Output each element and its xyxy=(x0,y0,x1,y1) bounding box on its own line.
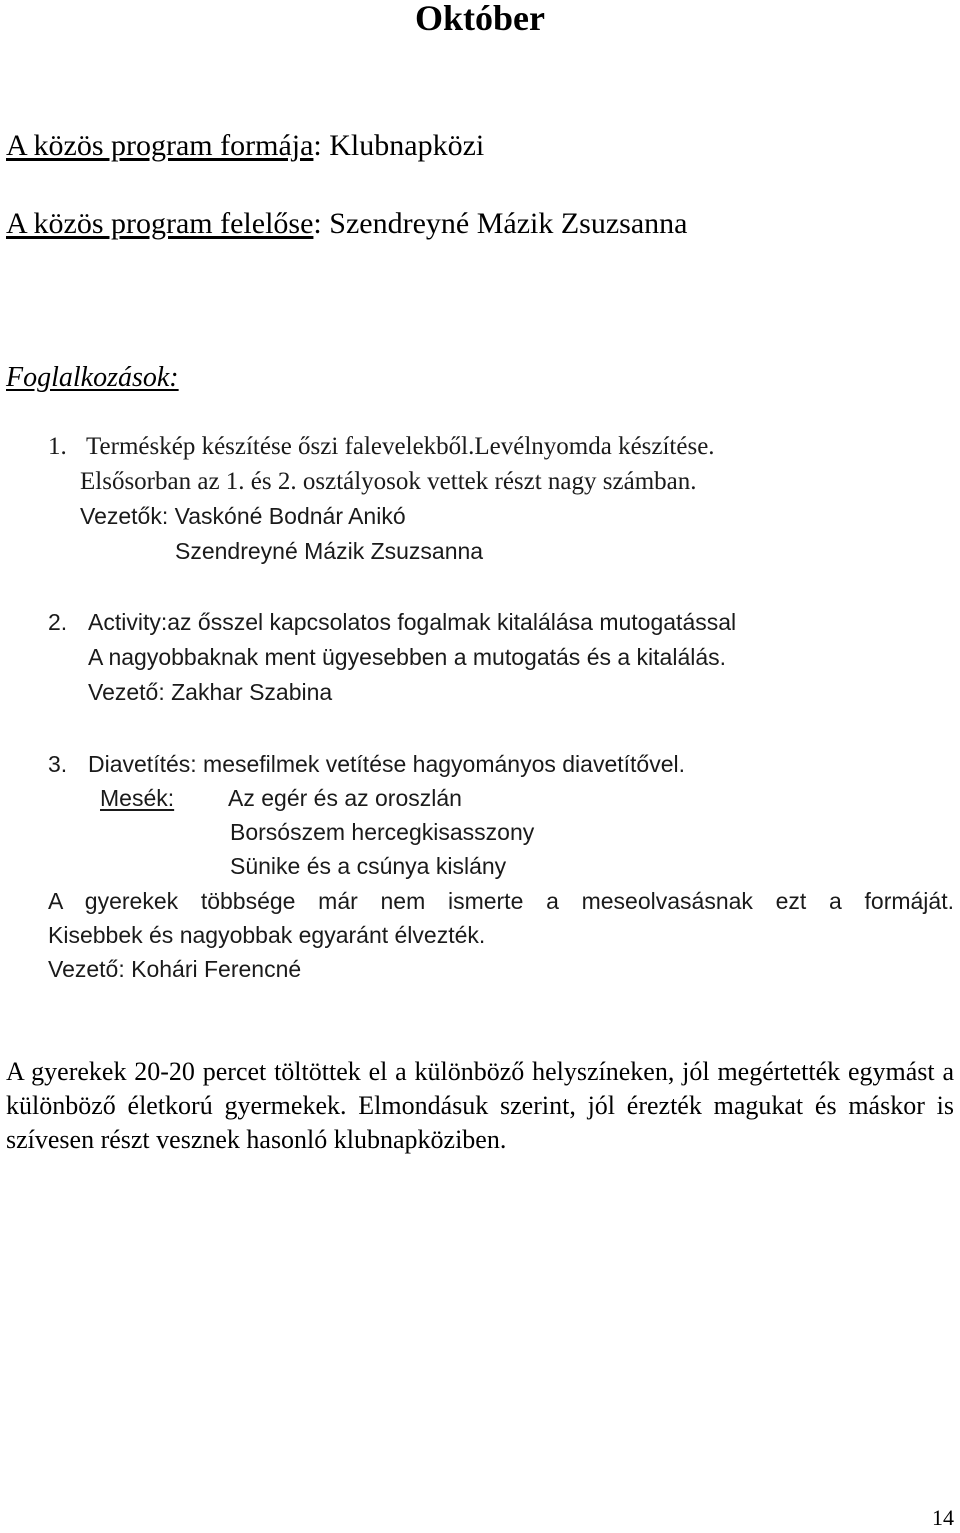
program-form-separator: : xyxy=(313,129,330,162)
item3-note2: Kisebbek és nagyobbak egyaránt élvezték. xyxy=(48,922,486,948)
program-form-value: Klubnapközi xyxy=(329,129,485,162)
item1-number: 1. xyxy=(48,433,67,460)
item2-line1: Activity:az ősszel kapcsolatos fogalmak kitalálása mutogatással xyxy=(88,609,737,635)
item3-number: 3. xyxy=(48,751,68,777)
page-number: 14 xyxy=(932,1505,954,1530)
item1-line2: Elsősorban az 1. és 2. osztályosok vettek részt nagy számban. xyxy=(80,468,697,495)
program-form-label: A közös program formája xyxy=(6,129,314,162)
item2-leader: Vezető: Zakhar Szabina xyxy=(88,679,333,705)
item3-note: A gyerekek többsége már nem ismerte a meseolvasásnak ezt a formáját. xyxy=(48,888,954,914)
item1-line1: Terméskép készítése őszi falevelekből.Levélnyomda készítése. xyxy=(86,433,715,460)
program-lead-separator: : xyxy=(313,207,330,240)
item3-tales-label: Mesék: xyxy=(100,785,175,811)
program-lead-label: A közös program felelőse xyxy=(6,207,314,240)
summary-paragraph: A gyerekek 20-20 percet töltöttek el a különböző helyszíneken, jól megértették egymást a különböző életkorú gyermekek. Elmondásuk szerint, jól érezték magukat és máskor is szívesen részt vesznek hasonló klubnapköziben. xyxy=(6,1057,954,1154)
item2-number: 2. xyxy=(48,609,68,635)
item3-line1: Diavetítés: mesefilmek vetítése hagyományos diavetítővel. xyxy=(88,751,686,777)
item1-leader2: Szendreyné Mázik Zsuzsanna xyxy=(175,538,484,564)
item2-line2: A nagyobbaknak ment ügyesebben a mutogatás és a kitalálás. xyxy=(88,644,727,670)
item3-tale2: Borsószem hercegkisasszony xyxy=(230,819,535,845)
activities-heading: Foglalkozások: xyxy=(6,362,179,393)
item1-leaders: Vezetők: Vaskóné Bodnár Anikó xyxy=(80,503,406,529)
item3-leader: Vezető: Kohári Ferencné xyxy=(48,956,302,982)
item3-tale1: Az egér és az oroszlán xyxy=(228,785,462,811)
item3-tale3: Sünike és a csúnya kislány xyxy=(230,853,507,879)
program-form-line xyxy=(6,128,484,164)
page-title: Október xyxy=(415,0,545,38)
program-lead-line xyxy=(6,206,687,242)
program-lead-value: Szendreyné Mázik Zsuzsanna xyxy=(329,207,688,240)
